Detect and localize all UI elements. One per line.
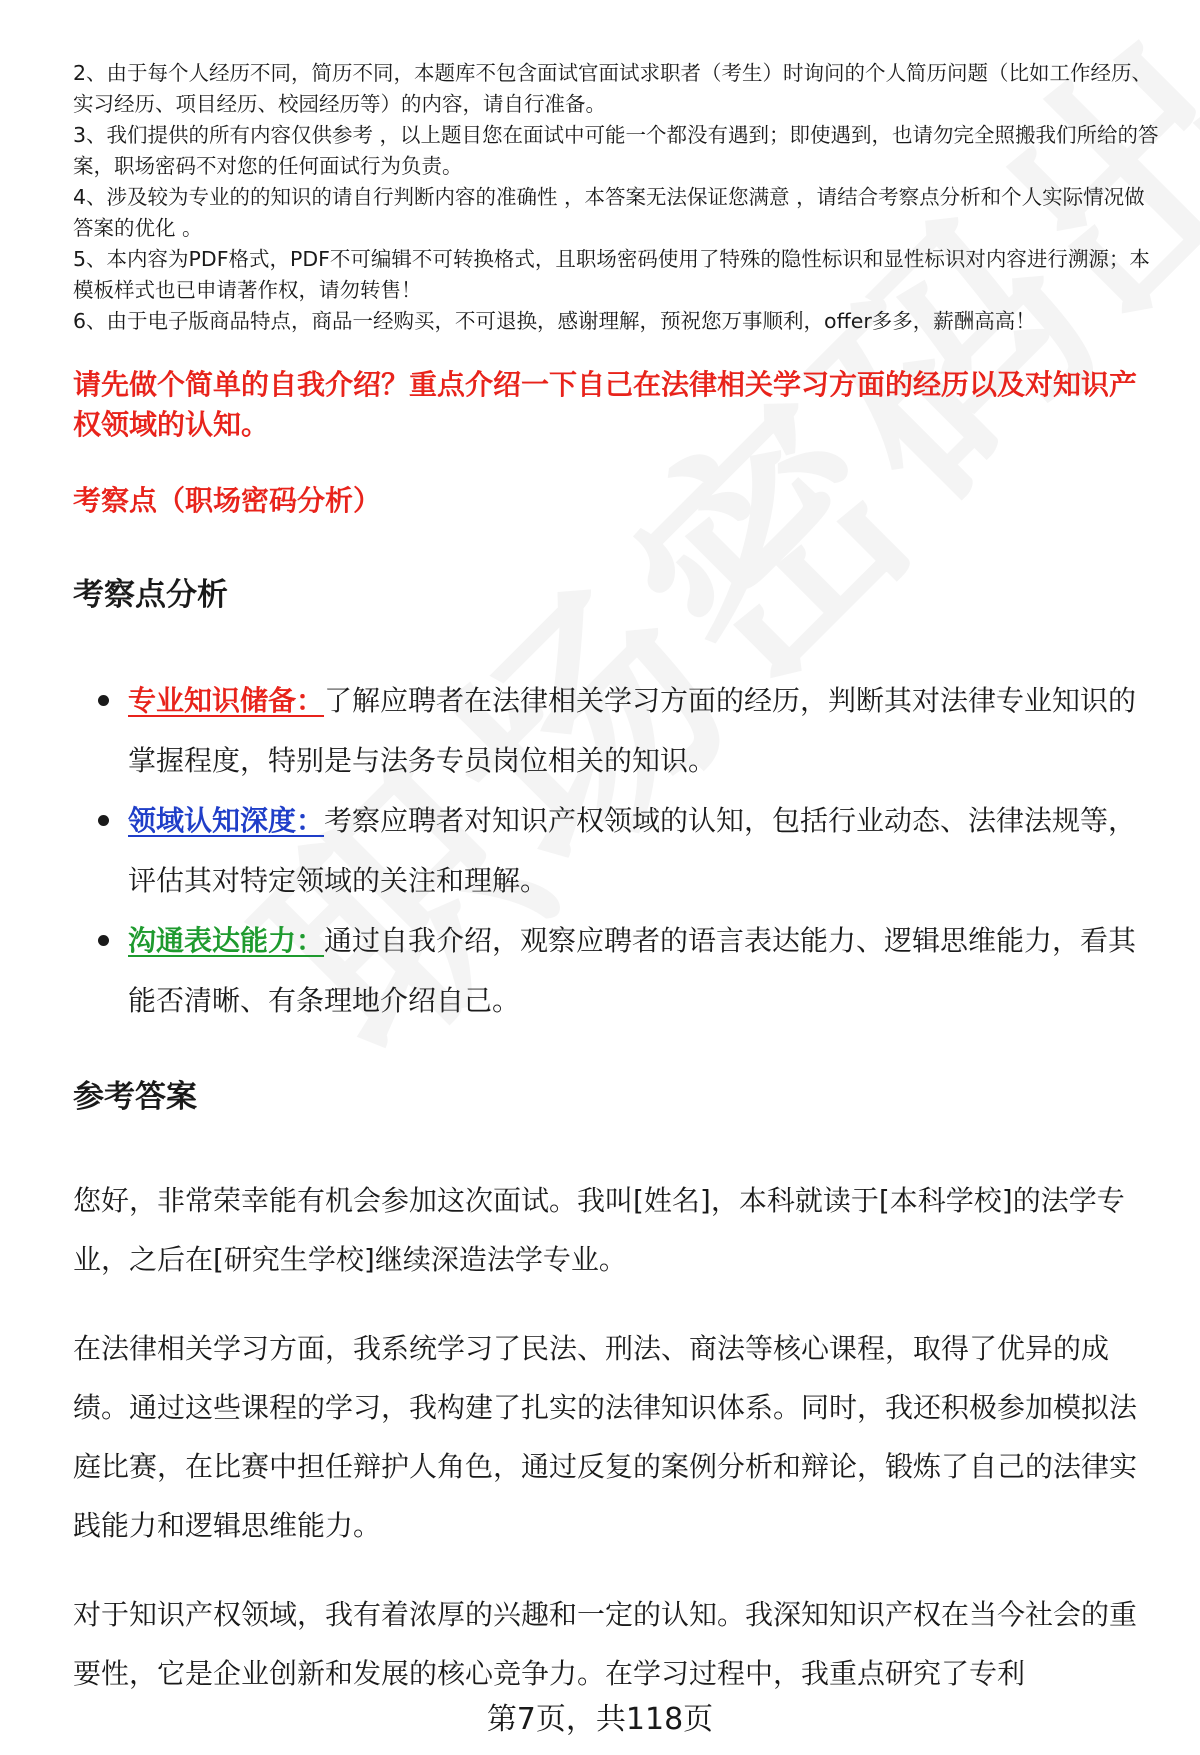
list-item [73, 671, 1163, 791]
bullet-text: 通过自我介绍，观察应聘者的语言表达能力、逻辑思维能力，看其能否清晰、有条理地介绍自己。 [128, 924, 1137, 1017]
list-item [73, 911, 1163, 1031]
disclaimer-notes [73, 58, 1163, 337]
note-item: 3、我们提供的所有内容仅供参考 ，以上题目您在面试中可能一个都没有遇到；即使遇到，也请勿完全照搬我们所给的答案，职场密码不对您的任何面试行为负责。 [73, 123, 1159, 178]
analysis-label: 考察点（职场密码分析） [73, 484, 382, 517]
answer-paragraph: 您好，非常荣幸能有机会参加这次面试。我叫[姓名]，本科就读于[本科学校]的法学专业，之后在[研究生学校]继续深造法学专业。 [73, 1184, 1125, 1276]
note-item: 2、由于每个人经历不同，简历不同，本题库不包含面试官面试求职者（考生）时询问的个人简历问题（比如工作经历、实习经历、项目经历、校园经历等）的内容，请自行准备。 [73, 61, 1153, 116]
answer-paragraph: 在法律相关学习方面，我系统学习了民法、刑法、商法等核心课程，取得了优异的成绩。通过这些课程的学习，我构建了扎实的法律知识体系。同时，我还积极参加模拟法庭比赛，在比赛中担任辩护人角色，通过反复的案例分析和辩论，锻炼了自己的法律实践能力和逻辑思维能力。 [73, 1332, 1138, 1542]
bullet-text: 考察应聘者对知识产权领域的认知，包括行业动态、法律法规等，评估其对特定领域的关注和理解。 [128, 804, 1137, 897]
list-item [73, 791, 1163, 911]
bullet-icon [98, 815, 109, 826]
note-item: 5、本内容为PDF格式，PDF不可编辑不可转换格式，且职场密码使用了特殊的隐性标识和显性标识对内容进行溯源；本模板样式也已申请著作权，请勿转售！ [73, 247, 1150, 302]
answer-heading: 参考答案 [73, 1079, 197, 1115]
page-number: 第7页，共118页 [486, 1702, 714, 1737]
page-content [73, 58, 1163, 1703]
bullet-term: 领域认知深度： [128, 804, 325, 837]
answer-paragraph: 对于知识产权领域，我有着浓厚的兴趣和一定的认知。我深知知识产权在当今社会的重要性，它是企业创新和发展的核心竞争力。在学习过程中，我重点研究了专利 [73, 1598, 1138, 1690]
analysis-heading: 考察点分析 [73, 577, 228, 613]
bullet-icon [98, 935, 109, 946]
bullet-icon [98, 695, 109, 706]
analysis-list [73, 671, 1163, 1031]
note-item: 6、由于电子版商品特点，商品一经购买，不可退换，感谢理解，预祝您万事顺利，offer多多，薪酬高高！ [73, 309, 1036, 333]
bullet-text: 了解应聘者在法律相关学习方面的经历，判断其对法律专业知识的掌握程度，特别是与法务专员岗位相关的知识。 [128, 684, 1137, 777]
interview-question: 请先做个简单的自我介绍？重点介绍一下自己在法律相关学习方面的经历以及对知识产权领域的认知。 [73, 368, 1138, 441]
note-item: 4、涉及较为专业的的知识的请自行判断内容的准确性 ，本答案无法保证您满意 ，请结合考察点分析和个人实际情况做答案的优化 。 [73, 185, 1145, 240]
bullet-term: 专业知识储备： [128, 684, 325, 717]
bullet-term: 沟通表达能力： [128, 924, 325, 957]
